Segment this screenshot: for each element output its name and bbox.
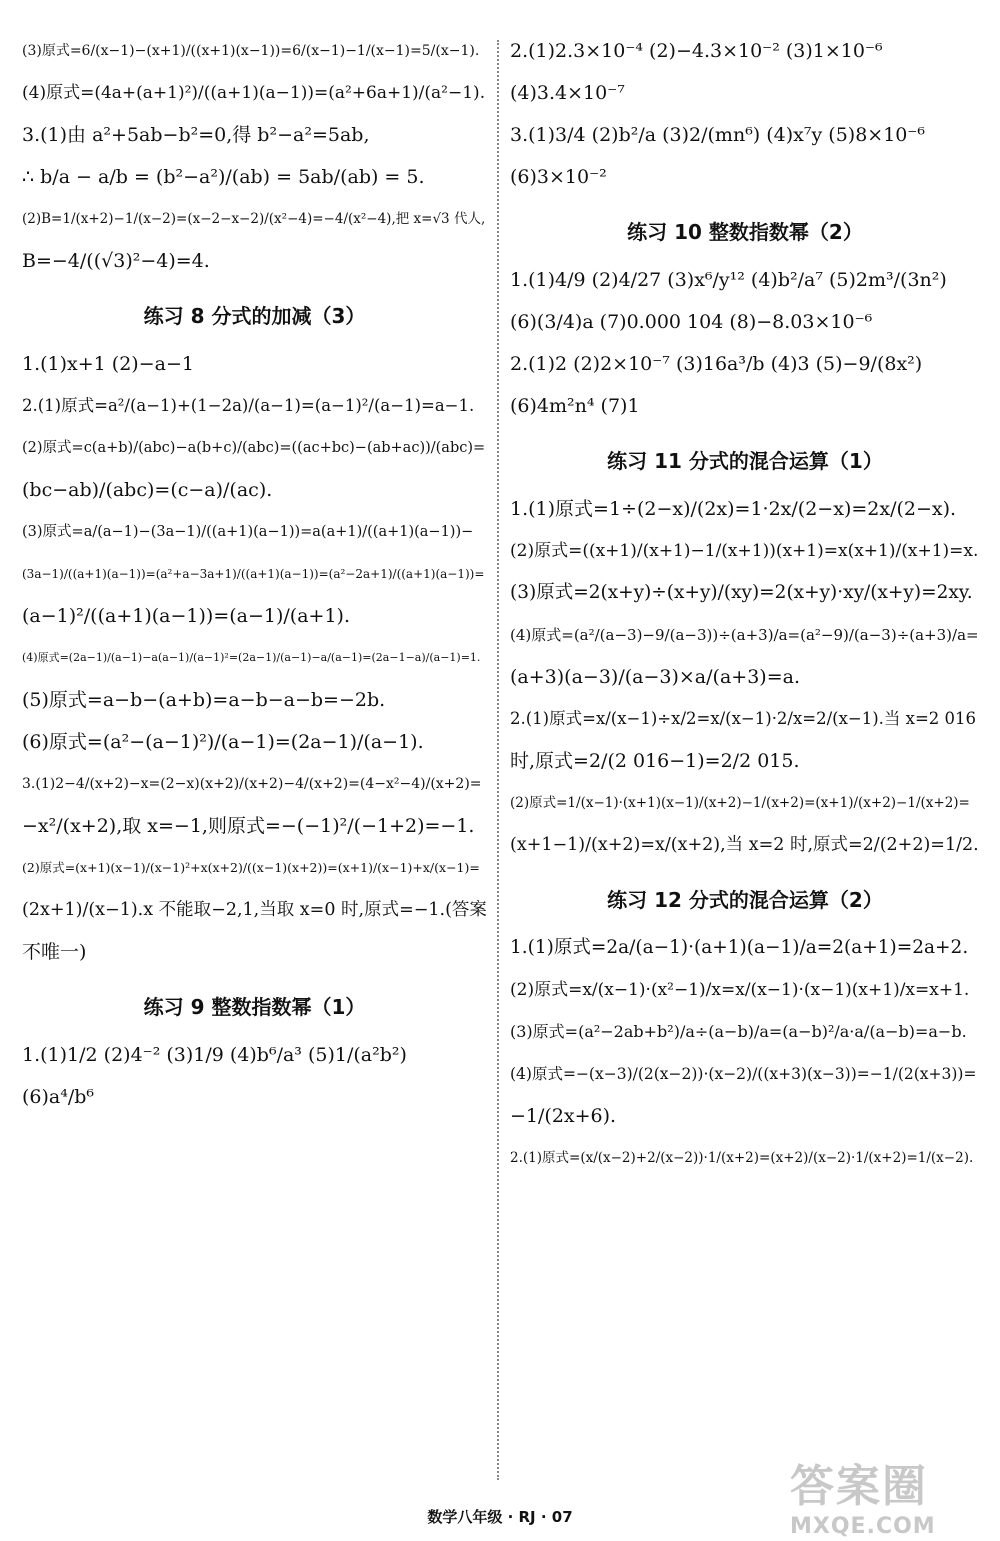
answer-line: 1.(1)x+1 (2)−a−1 xyxy=(22,353,194,375)
answer-line: (6)a⁴/b⁶ xyxy=(22,1086,95,1108)
answer-line: 3.(1)由 a²+5ab−b²=0,得 b²−a²=5ab, xyxy=(22,124,370,146)
answer-line: (3)原式=2(x+y)÷(x+y)/(xy)=2(x+y)·xy/(x+y)=2xy. xyxy=(510,582,973,603)
exercise-heading: 练习 9 整数指数幂（1） xyxy=(143,995,366,1019)
answer-line: ∴ b/a − a/b = (b²−a²)/(ab) = 5ab/(ab) = 5. xyxy=(22,166,425,188)
answer-line: (6)(3/4)a (7)0.000 104 (8)−8.03×10⁻⁶ xyxy=(510,311,873,333)
answer-line: (3)原式=(a²−2ab+b²)/a÷(a−b)/a=(a−b)²/a·a/(a−b)=a−b. xyxy=(510,1022,967,1041)
answer-line: (3)原式=a/(a−1)−(3a−1)/((a+1)(a−1))=a(a+1)/((a+1)(a−1))− xyxy=(22,524,474,540)
answer-line: 3.(1)3/4 (2)b²/a (3)2/(mn⁶) (4)x⁷y (5)8×10⁻⁶ xyxy=(510,124,926,146)
answer-line: 1.(1)4/9 (2)4/27 (3)x⁶/y¹² (4)b²/a⁷ (5)2m³/(3n²) xyxy=(510,269,947,291)
answer-line: (6)原式=(a²−(a−1)²)/(a−1)=(2a−1)/(a−1). xyxy=(22,731,424,753)
answer-line: 1.(1)原式=1÷(2−x)/(2x)=1·2x/(2−x)=2x/(2−x). xyxy=(510,498,957,520)
exercise-heading: 练习 10 整数指数幂（2） xyxy=(627,220,863,244)
answer-line: (4)原式=−(x−3)/(2(x−2))·(x−2)/((x+3)(x−3))=−1/(2(x+3))= xyxy=(510,1065,977,1083)
column-divider xyxy=(497,40,499,1480)
answer-line: −1/(2x+6). xyxy=(510,1105,617,1127)
watermark-line1: 答案圈 xyxy=(790,1461,928,1512)
exercise-heading: 练习 12 分式的混合运算（2） xyxy=(607,888,883,912)
answer-line: (6)4m²n⁴ (7)1 xyxy=(510,395,640,417)
answer-line: 2.(1)2.3×10⁻⁴ (2)−4.3×10⁻² (3)1×10⁻⁶ xyxy=(510,40,883,62)
answer-line: (4)原式=(2a−1)/(a−1)−a(a−1)/(a−1)²=(2a−1)/(a−1)−a/(a−1)=(2a−1−a)/(a−1)=1. xyxy=(22,651,481,664)
answer-line: 2.(1)原式=(x/(x−2)+2/(x−2))·1/(x+2)=(x+2)/(x−2)·1/(x+2)=1/(x−2). xyxy=(510,1150,974,1166)
right-column xyxy=(510,38,980,1187)
answer-line: (x+1−1)/(x+2)=x/(x+2),当 x=2 时,原式=2/(2+2)=1/2. xyxy=(510,835,979,855)
answer-line: (2)原式=x/(x−1)·(x²−1)/x=x/(x−1)·(x−1)(x+1)/x=x+1. xyxy=(510,980,970,1000)
answer-line: (2)原式=(x+1)(x−1)/(x−1)²+x(x+2)/((x−1)(x+2))=(x+1)/(x−1)+x/(x−1)= xyxy=(22,860,480,875)
answer-line: 1.(1)原式=2a/(a−1)·(a+1)(a−1)/a=2(a+1)=2a+2. xyxy=(510,937,969,958)
answer-line: (4)原式=(a²/(a−3)−9/(a−3))÷(a+3)/a=(a²−9)/(a−3)÷(a+3)/a= xyxy=(510,626,979,644)
answer-line: (4)3.4×10⁻⁷ xyxy=(510,82,625,104)
answer-line: (4)原式=(4a+(a+1)²)/((a+1)(a−1))=(a²+6a+1)/(a²−1). xyxy=(22,83,486,103)
answer-line: 不唯一) xyxy=(22,941,87,963)
answer-line: (a+3)(a−3)/(a−3)×a/(a+3)=a. xyxy=(510,666,800,688)
answer-line: (bc−ab)/(abc)=(c−a)/(ac). xyxy=(22,479,273,501)
exercise-heading: 练习 11 分式的混合运算（1） xyxy=(607,449,883,473)
exercise-heading: 练习 8 分式的加减（3） xyxy=(143,304,366,328)
answer-line: (2)原式=((x+1)/(x+1)−1/(x+1))(x+1)=x(x+1)/(x+1)=x. xyxy=(510,541,979,561)
watermark-line2: MXQE.COM xyxy=(790,1514,936,1539)
answer-line: −x²/(x+2),取 x=−1,则原式=−(−1)²/(−1+2)=−1. xyxy=(22,815,475,837)
answer-line: (5)原式=a−b−(a+b)=a−b−a−b=−2b. xyxy=(22,689,386,711)
answer-line: 1.(1)1/2 (2)4⁻² (3)1/9 (4)b⁶/a³ (5)1/(a²b²) xyxy=(22,1044,407,1066)
answer-line: (2x+1)/(x−1).x 不能取−2,1,当取 x=0 时,原式=−1.(答案 xyxy=(22,900,487,920)
page-footer: 数学八年级 · RJ · 07 xyxy=(427,1508,573,1526)
answer-line: (3)原式=6/(x−1)−(x+1)/((x+1)(x−1))=6/(x−1)−1/(x−1)=5/(x−1). xyxy=(22,43,480,59)
left-column xyxy=(22,38,487,1126)
answer-line: (a−1)²/((a+1)(a−1))=(a−1)/(a+1). xyxy=(22,605,351,627)
answer-line: (2)B=1/(x+2)−1/(x−2)=(x−2−x−2)/(x²−4)=−4/(x²−4),把 x=√3 代人, xyxy=(22,211,486,227)
answer-line: 2.(1)2 (2)2×10⁻⁷ (3)16a³/b (4)3 (5)−9/(8x²) xyxy=(510,353,923,375)
watermark-logo xyxy=(790,1450,990,1539)
answer-line: 3.(1)2−4/(x+2)−x=(2−x)(x+2)/(x+2)−4/(x+2)=(4−x²−4)/(x+2)= xyxy=(22,776,482,792)
answer-line: (6)3×10⁻² xyxy=(510,166,607,188)
answer-line: (2)原式=c(a+b)/(abc)−a(b+c)/(abc)=((ac+bc)−(ab+ac))/(abc)= xyxy=(22,440,486,456)
answer-line: 时,原式=2/(2 016−1)=2/2 015. xyxy=(510,750,800,772)
answer-line: (2)原式=1/(x−1)·(x+1)(x−1)/(x+2)−1/(x+2)=(x+1)/(x+2)−1/(x+2)= xyxy=(510,795,970,811)
answer-line: (3a−1)/((a+1)(a−1))=(a²+a−3a+1)/((a+1)(a−1))=(a²−2a+1)/((a+1)(a−1))= xyxy=(22,567,485,581)
answer-line: B=−4/((√3)²−4)=4. xyxy=(22,250,210,272)
answer-line: 2.(1)原式=a²/(a−1)+(1−2a)/(a−1)=(a−1)²/(a−1)=a−1. xyxy=(22,396,475,415)
answer-line: 2.(1)原式=x/(x−1)÷x/2=x/(x−1)·2/x=2/(x−1).当 x=2 016 xyxy=(510,709,977,728)
